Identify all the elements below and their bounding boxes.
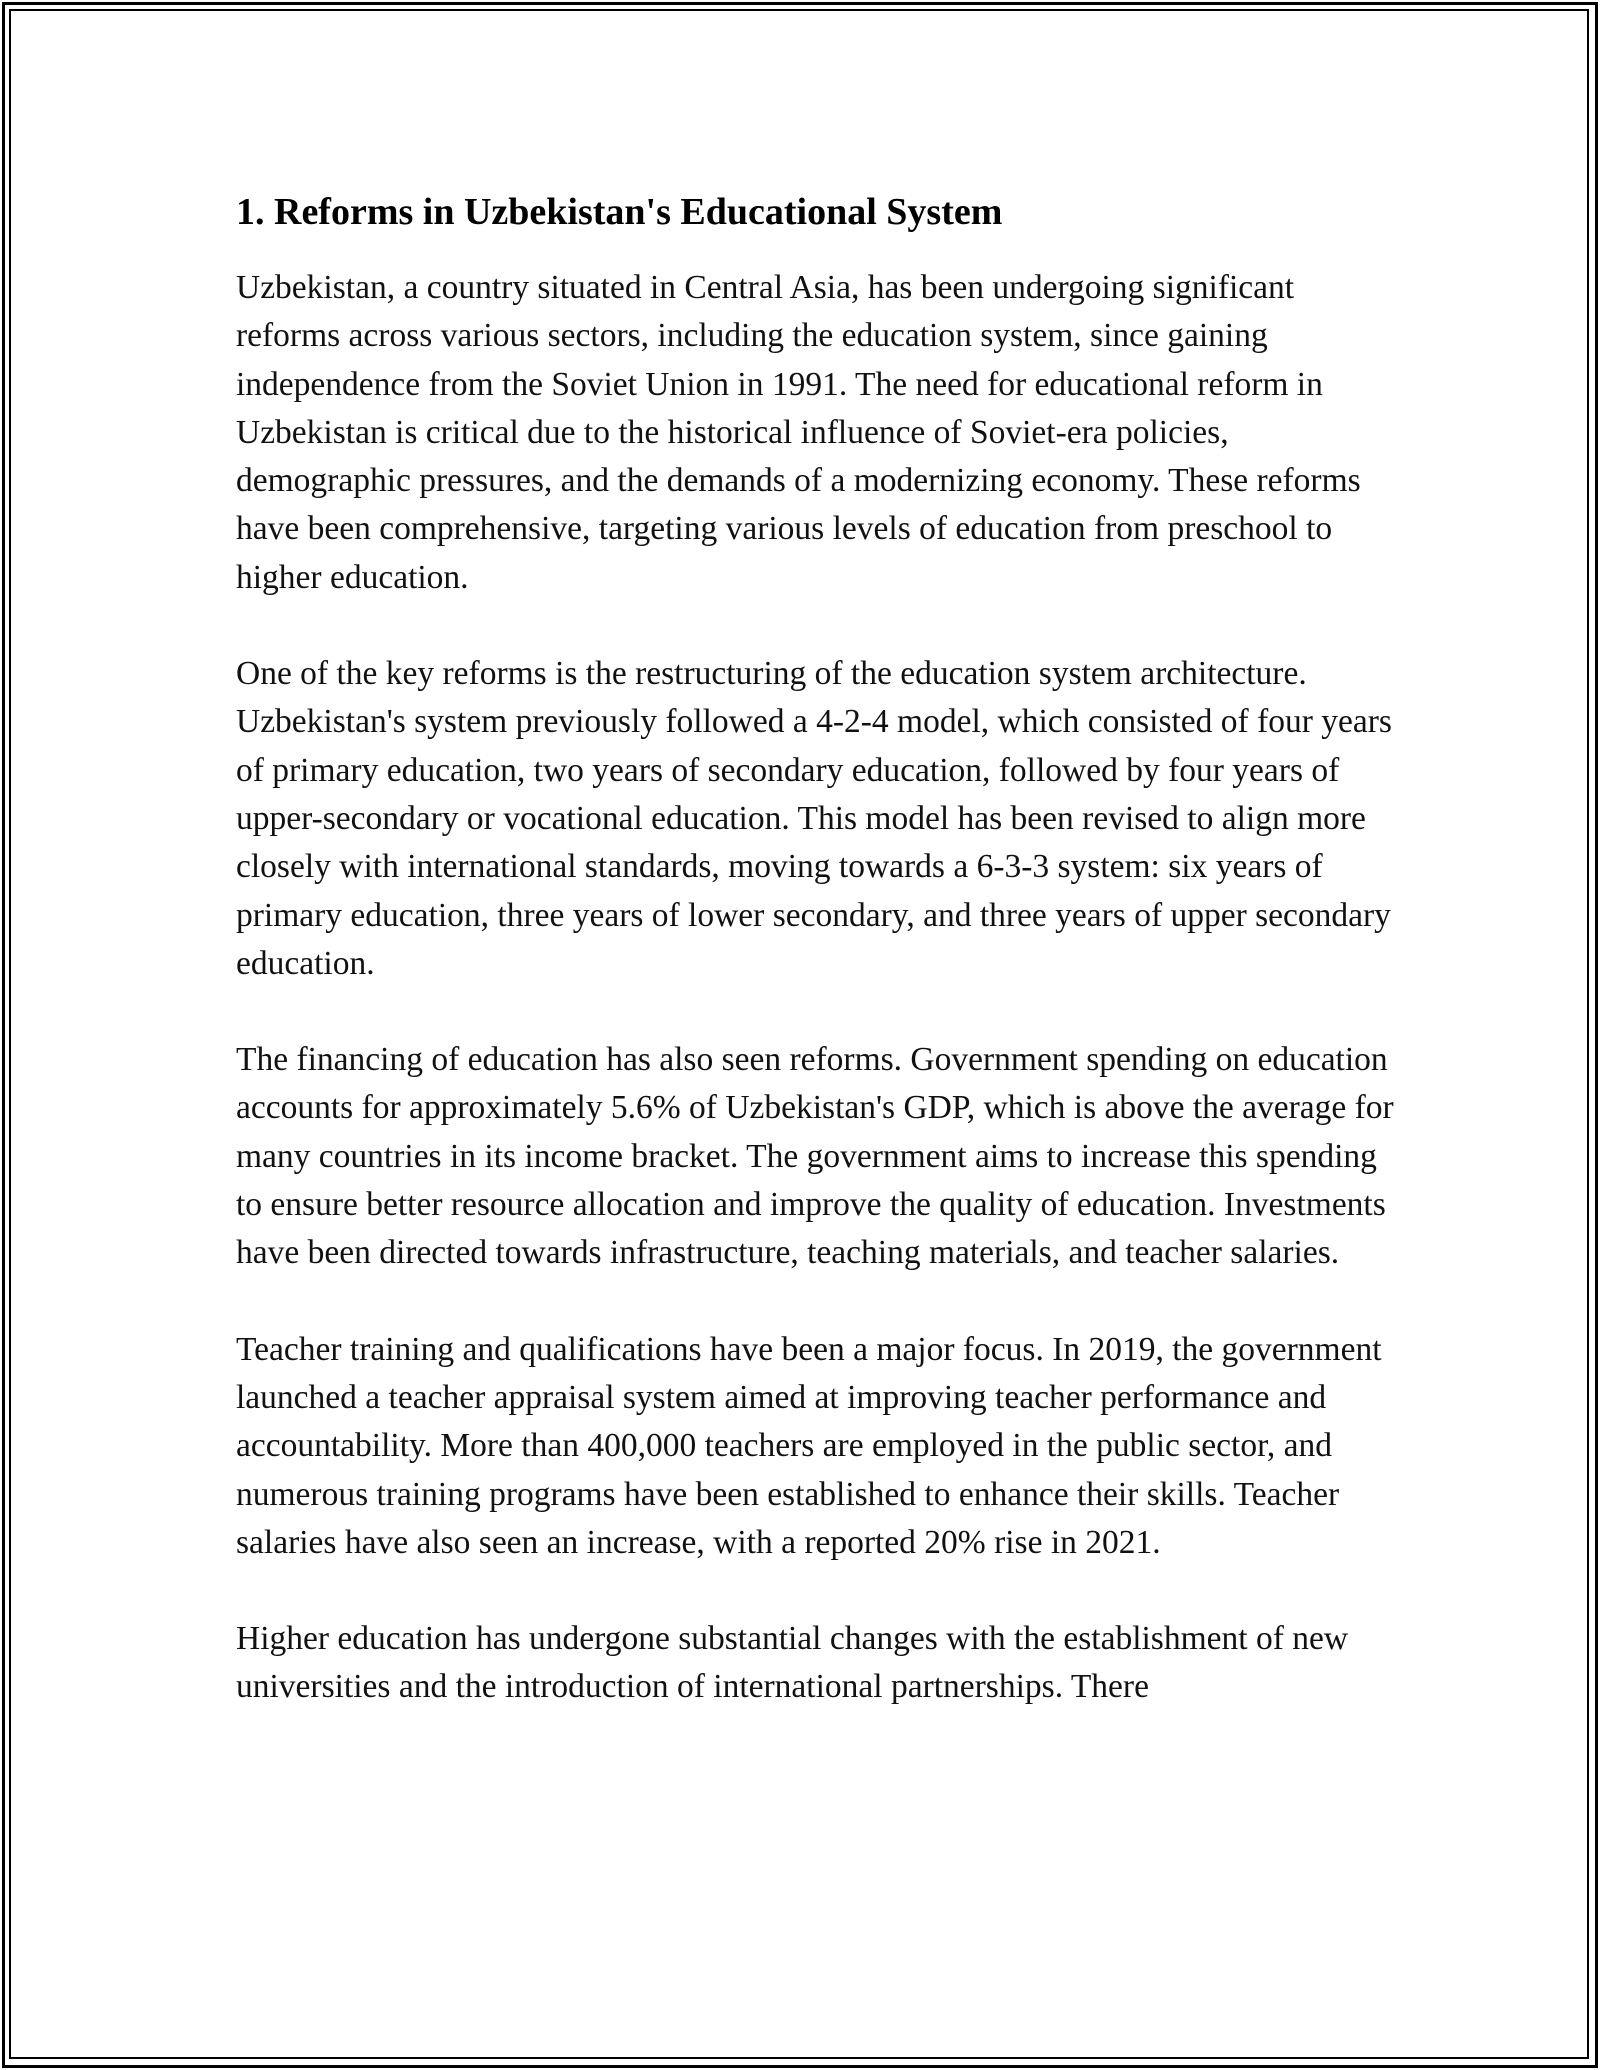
paragraph-higher-education: Higher education has undergone substantial changes with the establishment of new universities and the introduction of international partnerships. There (236, 1620, 1349, 1706)
paragraph-teacher-training: Teacher training and qualifications have been a major focus. In 2019, the government launched a teacher appraisal system aimed at improving teacher performance and accountability. More than 400,000 teachers are employed in the public sector, and numerous training programs have been established to enhance their skills. Teacher salaries have also seen an increase, with a reported 20% rise in 2021. (236, 1330, 1382, 1561)
section-heading: 1. Reforms in Uzbekistan's Educational System (236, 191, 1003, 233)
paragraph-introduction: Uzbekistan, a country situated in Central Asia, has been undergoing significant reforms across various sectors, including the education system, since gaining independence from the Soviet Union in 1991. The need for educational reform in Uzbekistan is critical due to the historical influence of Soviet-era policies, demographic pressures, and the demands of a modernizing economy. These reforms have been comprehensive, targeting various levels of education from preschool to higher education. (236, 269, 1361, 596)
paragraph-system-structure: One of the key reforms is the restructuring of the education system architecture. Uzbekistan's system previously followed a 4-2-4 model, which consisted of four years of primary education, two years of secondary education, followed by four years of upper-secondary or vocational education. This model has been revised to align more closely with international standards, moving towards a 6-3-3 system: six years of primary education, three years of lower secondary, and three years of upper secondary education. (236, 655, 1392, 982)
document-body (236, 186, 1396, 1760)
paragraph-financing: The financing of education has also seen reforms. Government spending on education accounts for approximately 5.6% of Uzbekistan's GDP, which is above the average for many countries in its income bracket. The government aims to increase this spending to ensure better resource allocation and improve the quality of education. Investments have been directed towards infrastructure, teaching materials, and teacher salaries. (236, 1041, 1394, 1272)
